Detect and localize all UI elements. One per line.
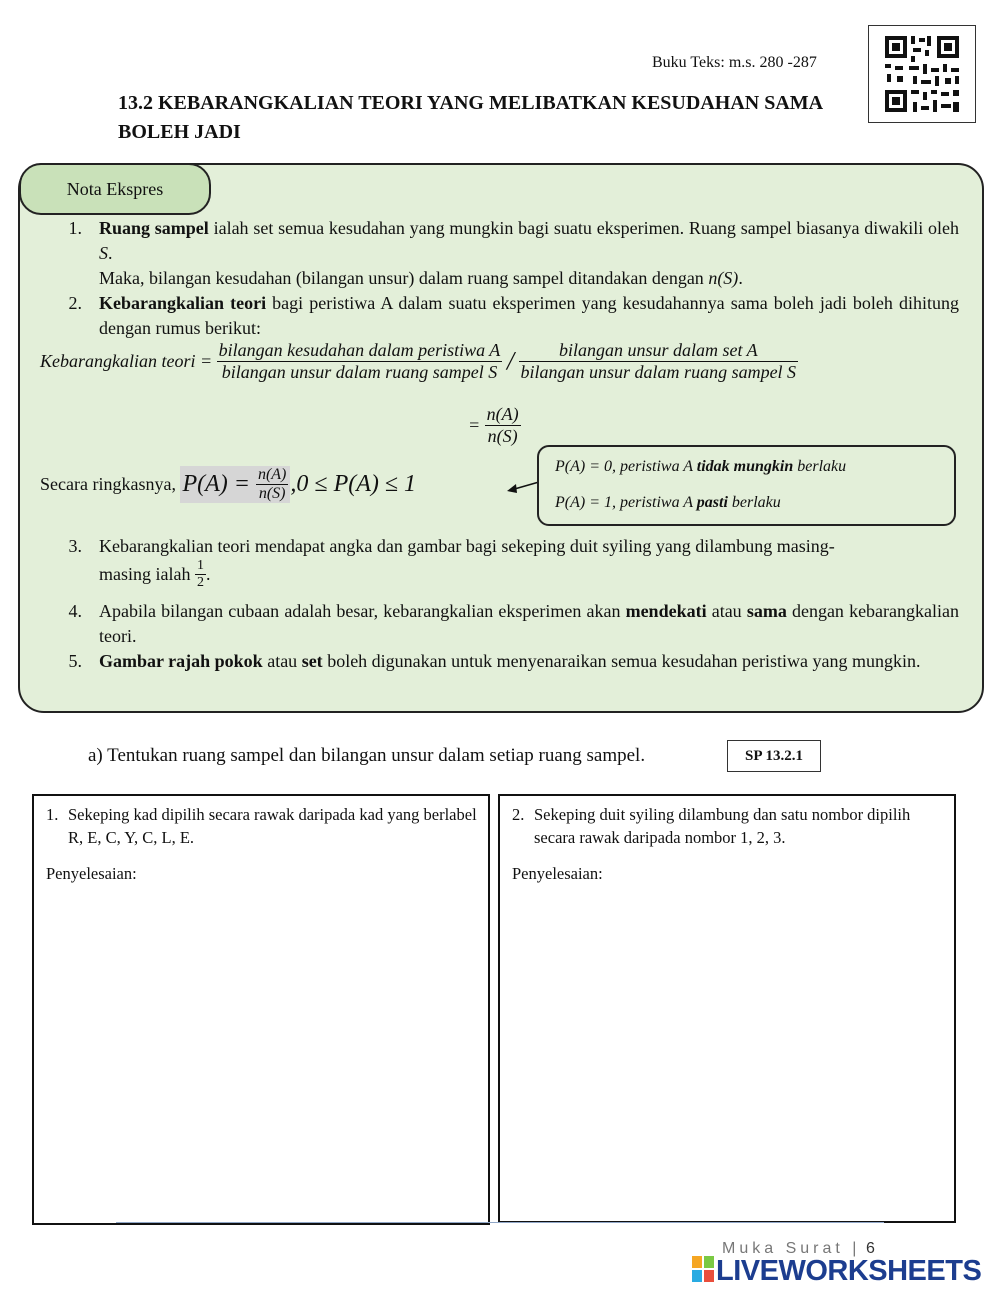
item-3-text: Kebarangkalian teori mendapat angka dan gambar bagi sekeping duit syiling yang dilambung masing- bbox=[99, 536, 835, 556]
formula-denominator-1: bilangan unsur dalam ruang sampel S bbox=[217, 361, 503, 383]
formula-numerator-2: bilangan unsur dalam set A bbox=[558, 340, 758, 360]
formula-denominator-3: n(S) bbox=[485, 425, 521, 447]
term-kebarangkalian-teori: Kebarangkalian teori bbox=[99, 293, 267, 313]
summary-label: Secara ringkasnya, bbox=[40, 474, 181, 494]
task-instruction: a) Tentukan ruang sampel dan bilangan unsur dalam setiap ruang sampel. bbox=[88, 745, 646, 766]
summary-fraction bbox=[256, 466, 288, 503]
item-1-body: ialah set semua kesudahan yang mungkin bagi suatu eksperimen. Ruang sampel biasanya diwakili oleh bbox=[208, 218, 959, 238]
item-3-line2-text: masing ialah bbox=[99, 564, 195, 584]
item-4-part-1: Apabila bilangan cubaan adalah besar, kebarangkalian eksperimen akan bbox=[99, 601, 626, 621]
probability-callout bbox=[537, 445, 956, 526]
question-1-text: Sekeping kad dipilih secara rawak daripada kad yang berlabel R, E, C, Y, C, L, E. bbox=[68, 805, 477, 847]
page-number: 6 bbox=[866, 1240, 875, 1257]
half-denominator: 2 bbox=[196, 575, 204, 590]
probability-formula bbox=[40, 340, 965, 383]
formula-short-form bbox=[468, 404, 521, 447]
callout-tidak-mungkin: tidak mungkin bbox=[696, 458, 794, 475]
term-gambar-rajah-pokok: Gambar rajah pokok bbox=[99, 651, 263, 671]
item-4-part-3: dengan kebarangkalian teori. bbox=[99, 601, 960, 646]
callout-line-1-math: P(A) = 0, peristiwa A bbox=[555, 458, 697, 475]
item-5-number: 5. bbox=[68, 651, 82, 671]
callout-line-1 bbox=[555, 458, 846, 476]
qr-code[interactable] bbox=[868, 25, 976, 123]
summary-highlight bbox=[180, 466, 290, 503]
item-2-text bbox=[99, 291, 959, 341]
formula-numerator-3: n(A) bbox=[486, 404, 519, 424]
sp-badge: SP 13.2.1 bbox=[727, 740, 821, 772]
item-1-text bbox=[99, 216, 959, 266]
item-1-number: 1. bbox=[68, 218, 82, 238]
question-1-answer-area[interactable] bbox=[44, 892, 476, 1210]
item-2-body: bagi peristiwa A dalam suatu eksperimen yang kesudahannya sama boleh jadi boleh dihitung dengan rumus berikut: bbox=[99, 293, 960, 338]
summary-range: ,0 ≤ P(A) ≤ 1 bbox=[290, 471, 417, 497]
textbook-reference: Buku Teks: m.s. 280 -287 bbox=[652, 54, 817, 71]
item-4-number: 4. bbox=[68, 601, 82, 621]
page-label: Muka Surat | bbox=[722, 1240, 861, 1257]
item-1-line2-end: . bbox=[738, 268, 743, 288]
symbol-s: S bbox=[99, 243, 108, 263]
item-5-part-1: atau bbox=[262, 651, 302, 671]
item-4-text bbox=[99, 599, 959, 649]
footer-divider bbox=[116, 1222, 884, 1223]
formula-slash: / bbox=[506, 346, 515, 376]
summary-numerator: n(A) bbox=[257, 466, 287, 483]
nota-ekspres-tab: Nota Ekspres bbox=[19, 163, 211, 215]
question-2-number: 2. bbox=[512, 805, 525, 824]
callout-line-1-end: berlaku bbox=[793, 458, 847, 475]
formula-equals: = bbox=[468, 415, 481, 435]
question-card-2 bbox=[498, 794, 956, 1223]
item-3-end: . bbox=[205, 564, 211, 584]
arrow-icon bbox=[505, 476, 541, 496]
liveworksheets-icon bbox=[692, 1256, 714, 1282]
question-1-number: 1. bbox=[46, 805, 59, 824]
callout-pasti: pasti bbox=[696, 494, 728, 511]
question-card-1 bbox=[32, 794, 490, 1225]
item-5-text bbox=[99, 649, 959, 674]
item-1-end: . bbox=[108, 243, 113, 263]
callout-line-2-end: berlaku bbox=[727, 494, 781, 511]
item-4-part-2: atau bbox=[706, 601, 747, 621]
formula-fraction-2 bbox=[519, 340, 799, 383]
liveworksheets-text: LIVEWORKSHEETS bbox=[716, 1255, 982, 1287]
item-1-line2-text: Maka, bilangan kesudahan (bilangan unsur) dalam ruang sampel ditandakan dengan bbox=[99, 268, 709, 288]
formula-lhs: Kebarangkalian teori = bbox=[40, 351, 213, 371]
qr-code-icon bbox=[869, 26, 975, 122]
summary-denominator: n(S) bbox=[256, 484, 288, 503]
item-3-number: 3. bbox=[68, 536, 82, 556]
term-mendekati: mendekati bbox=[625, 601, 707, 621]
term-set: set bbox=[301, 651, 323, 671]
summary-pa: P(A) = bbox=[182, 471, 250, 497]
question-1-answer-label: Penyelesaian: bbox=[46, 864, 137, 883]
item-3-line2 bbox=[99, 558, 210, 591]
term-ruang-sampel: Ruang sampel bbox=[99, 218, 209, 238]
formula-denominator-2: bilangan unsur dalam ruang sampel S bbox=[520, 362, 797, 382]
half-fraction bbox=[195, 558, 206, 591]
half-numerator: 1 bbox=[196, 558, 204, 573]
item-1-line2 bbox=[99, 266, 959, 291]
question-2-answer-area[interactable] bbox=[510, 892, 942, 1208]
symbol-ns: n(S) bbox=[708, 268, 739, 288]
callout-line-2 bbox=[555, 494, 781, 512]
page-title: 13.2 KEBARANGKALIAN TEORI YANG MELIBATKAN KESUDAHAN SAMA BOLEH JADI bbox=[118, 92, 822, 143]
summary-line bbox=[40, 466, 520, 503]
item-2-number: 2. bbox=[68, 293, 82, 313]
callout-line-2-math: P(A) = 1, peristiwa A bbox=[555, 494, 697, 511]
item-5-part-2: boleh digunakan untuk menyenaraikan semua kesudahan peristiwa yang mungkin. bbox=[322, 651, 921, 671]
liveworksheets-logo[interactable] bbox=[692, 1255, 981, 1288]
formula-numerator-1: bilangan kesudahan dalam peristiwa A bbox=[218, 340, 501, 360]
formula-fraction-3 bbox=[485, 404, 521, 447]
term-sama: sama bbox=[746, 601, 787, 621]
question-2-answer-label: Penyelesaian: bbox=[512, 864, 603, 883]
formula-fraction-1 bbox=[217, 340, 503, 383]
question-2-text: Sekeping duit syiling dilambung dan satu nombor dipilih secara rawak daripada nombor 1, 2, 3. bbox=[534, 805, 911, 847]
